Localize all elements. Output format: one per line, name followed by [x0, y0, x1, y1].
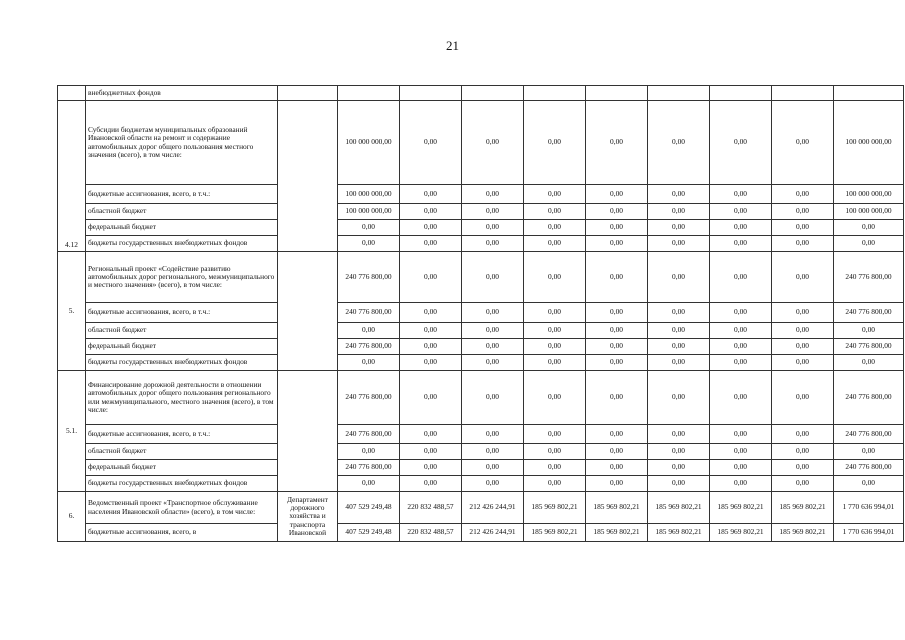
value-cell: 0,00 — [772, 425, 834, 444]
value-cell: 0,00 — [338, 476, 400, 492]
value-cell: 0,00 — [524, 339, 586, 355]
value-cell: 240 776 800,00 — [834, 460, 904, 476]
value-cell: 185 969 802,21 — [524, 524, 586, 542]
value-cell: 0,00 — [462, 252, 524, 303]
value-cell: 0,00 — [710, 252, 772, 303]
value-cell: 0,00 — [586, 252, 648, 303]
value-cell — [710, 86, 772, 101]
value-cell: 0,00 — [710, 339, 772, 355]
table-row — [58, 425, 904, 444]
value-cell: 240 776 800,00 — [338, 339, 400, 355]
row-name: Финансирование дорожной деятельности в отношении автомобильных дорог общего пользования регионального или межмуниципального, местного значения (всего), в том числе: — [86, 371, 278, 425]
value-cell: 0,00 — [710, 476, 772, 492]
value-cell: 0,00 — [400, 236, 462, 252]
value-cell — [648, 86, 710, 101]
table-body — [58, 86, 904, 542]
value-cell: 220 832 488,57 — [400, 524, 462, 542]
value-cell: 0,00 — [462, 371, 524, 425]
value-cell: 0,00 — [834, 220, 904, 236]
value-cell: 185 969 802,21 — [648, 492, 710, 524]
value-cell: 0,00 — [834, 476, 904, 492]
value-cell: 0,00 — [462, 101, 524, 185]
value-cell: 185 969 802,21 — [772, 492, 834, 524]
row-name: областной бюджет — [86, 323, 278, 339]
value-cell: 0,00 — [648, 476, 710, 492]
value-cell: 0,00 — [772, 252, 834, 303]
table-row — [58, 323, 904, 339]
row-name: бюджетные ассигнования, всего, в т.ч.: — [86, 185, 278, 204]
table-row — [58, 476, 904, 492]
value-cell: 0,00 — [648, 371, 710, 425]
value-cell: 0,00 — [400, 444, 462, 460]
value-cell: 0,00 — [772, 204, 834, 220]
table-row — [58, 524, 904, 542]
value-cell: 0,00 — [772, 303, 834, 323]
value-cell — [834, 86, 904, 101]
value-cell: 240 776 800,00 — [338, 371, 400, 425]
value-cell: 0,00 — [338, 220, 400, 236]
value-cell: 0,00 — [462, 236, 524, 252]
row-name: бюджетные ассигнования, всего, в — [86, 524, 278, 542]
value-cell: 240 776 800,00 — [834, 425, 904, 444]
table-row — [58, 371, 904, 425]
value-cell: 0,00 — [586, 185, 648, 204]
row-code: 5.1. — [58, 371, 86, 492]
value-cell: 240 776 800,00 — [338, 425, 400, 444]
table-row — [58, 460, 904, 476]
value-cell: 185 969 802,21 — [710, 524, 772, 542]
value-cell: 0,00 — [524, 204, 586, 220]
value-cell: 0,00 — [462, 476, 524, 492]
value-cell: 0,00 — [772, 185, 834, 204]
table-row — [58, 444, 904, 460]
value-cell: 0,00 — [524, 460, 586, 476]
value-cell: 0,00 — [524, 444, 586, 460]
row-name: бюджеты государственных внебюджетных фондов — [86, 476, 278, 492]
value-cell: 0,00 — [524, 236, 586, 252]
value-cell: 0,00 — [338, 323, 400, 339]
value-cell: 0,00 — [524, 425, 586, 444]
value-cell: 0,00 — [710, 460, 772, 476]
row-name: федеральный бюджет — [86, 220, 278, 236]
value-cell: 0,00 — [772, 371, 834, 425]
value-cell: 0,00 — [772, 460, 834, 476]
value-cell: 0,00 — [648, 252, 710, 303]
value-cell: 0,00 — [586, 460, 648, 476]
value-cell: 0,00 — [586, 323, 648, 339]
value-cell: 407 529 249,48 — [338, 492, 400, 524]
value-cell: 0,00 — [772, 339, 834, 355]
value-cell: 0,00 — [462, 460, 524, 476]
value-cell: 0,00 — [710, 236, 772, 252]
value-cell: 240 776 800,00 — [338, 252, 400, 303]
row-name: областной бюджет — [86, 444, 278, 460]
value-cell: 0,00 — [710, 323, 772, 339]
row-name: федеральный бюджет — [86, 460, 278, 476]
value-cell: 0,00 — [400, 252, 462, 303]
value-cell: 240 776 800,00 — [338, 460, 400, 476]
value-cell: 0,00 — [648, 220, 710, 236]
value-cell: 0,00 — [772, 323, 834, 339]
value-cell: 0,00 — [400, 371, 462, 425]
value-cell: 0,00 — [648, 236, 710, 252]
value-cell: 0,00 — [710, 185, 772, 204]
value-cell: 0,00 — [400, 101, 462, 185]
value-cell: 100 000 000,00 — [338, 204, 400, 220]
value-cell: 0,00 — [586, 371, 648, 425]
value-cell: 100 000 000,00 — [834, 101, 904, 185]
value-cell: 0,00 — [586, 101, 648, 185]
row-name: Ведомственный проект «Транспортное обслуживание населения Ивановской области» (всего), в том числе: — [86, 492, 278, 524]
row-code: 5. — [58, 252, 86, 371]
value-cell: 0,00 — [524, 355, 586, 371]
value-cell — [338, 86, 400, 101]
value-cell: 0,00 — [524, 303, 586, 323]
table-row — [58, 252, 904, 303]
row-code: 4.12 — [58, 101, 86, 252]
row-name: областной бюджет — [86, 204, 278, 220]
value-cell: 0,00 — [462, 444, 524, 460]
value-cell: 0,00 — [710, 220, 772, 236]
table-row — [58, 220, 904, 236]
value-cell: 407 529 249,48 — [338, 524, 400, 542]
value-cell: 0,00 — [586, 339, 648, 355]
value-cell: 0,00 — [400, 204, 462, 220]
row-name: бюджеты государственных внебюджетных фондов — [86, 236, 278, 252]
row-executor — [278, 101, 338, 252]
value-cell: 0,00 — [586, 220, 648, 236]
value-cell: 0,00 — [772, 101, 834, 185]
value-cell — [586, 86, 648, 101]
value-cell: 0,00 — [586, 236, 648, 252]
value-cell: 0,00 — [462, 204, 524, 220]
row-name: бюджетные ассигнования, всего, в т.ч.: — [86, 303, 278, 323]
value-cell: 0,00 — [772, 476, 834, 492]
value-cell: 0,00 — [710, 101, 772, 185]
page-number: 21 — [446, 38, 459, 53]
value-cell — [400, 86, 462, 101]
value-cell: 0,00 — [524, 371, 586, 425]
value-cell: 185 969 802,21 — [710, 492, 772, 524]
value-cell: 240 776 800,00 — [834, 339, 904, 355]
row-executor — [278, 86, 338, 101]
value-cell: 240 776 800,00 — [834, 371, 904, 425]
value-cell: 0,00 — [400, 355, 462, 371]
value-cell: 0,00 — [586, 425, 648, 444]
value-cell: 0,00 — [834, 236, 904, 252]
value-cell: 0,00 — [710, 204, 772, 220]
value-cell: 0,00 — [524, 101, 586, 185]
value-cell: 0,00 — [524, 220, 586, 236]
row-name: федеральный бюджет — [86, 339, 278, 355]
table-row — [58, 101, 904, 185]
value-cell: 0,00 — [462, 425, 524, 444]
value-cell — [772, 86, 834, 101]
value-cell: 185 969 802,21 — [524, 492, 586, 524]
value-cell: 100 000 000,00 — [338, 185, 400, 204]
value-cell: 0,00 — [524, 185, 586, 204]
value-cell: 0,00 — [586, 355, 648, 371]
value-cell: 0,00 — [772, 236, 834, 252]
value-cell: 100 000 000,00 — [338, 101, 400, 185]
value-cell: 0,00 — [462, 303, 524, 323]
value-cell: 0,00 — [648, 204, 710, 220]
table-row — [58, 303, 904, 323]
value-cell: 0,00 — [648, 303, 710, 323]
value-cell: 0,00 — [710, 371, 772, 425]
value-cell: 0,00 — [648, 339, 710, 355]
table-row — [58, 339, 904, 355]
table-row — [58, 86, 904, 101]
row-code: 6. — [58, 492, 86, 542]
value-cell: 0,00 — [400, 220, 462, 236]
value-cell: 0,00 — [400, 323, 462, 339]
value-cell: 0,00 — [648, 101, 710, 185]
value-cell: 0,00 — [586, 204, 648, 220]
value-cell: 0,00 — [462, 185, 524, 204]
value-cell: 0,00 — [648, 355, 710, 371]
value-cell: 0,00 — [462, 355, 524, 371]
value-cell: 0,00 — [648, 425, 710, 444]
value-cell: 0,00 — [400, 339, 462, 355]
value-cell: 185 969 802,21 — [586, 492, 648, 524]
value-cell: 185 969 802,21 — [586, 524, 648, 542]
value-cell: 0,00 — [710, 444, 772, 460]
value-cell: 185 969 802,21 — [772, 524, 834, 542]
value-cell: 185 969 802,21 — [648, 524, 710, 542]
budget-table — [57, 85, 904, 542]
row-executor — [278, 252, 338, 371]
value-cell — [524, 86, 586, 101]
table-row — [58, 185, 904, 204]
value-cell: 0,00 — [400, 460, 462, 476]
value-cell — [462, 86, 524, 101]
value-cell: 0,00 — [338, 236, 400, 252]
value-cell: 1 770 636 994,01 — [834, 524, 904, 542]
value-cell: 0,00 — [586, 303, 648, 323]
value-cell: 0,00 — [338, 444, 400, 460]
value-cell: 0,00 — [524, 252, 586, 303]
value-cell: 240 776 800,00 — [338, 303, 400, 323]
value-cell: 212 426 244,91 — [462, 524, 524, 542]
value-cell: 0,00 — [772, 355, 834, 371]
value-cell: 0,00 — [772, 220, 834, 236]
value-cell: 0,00 — [648, 323, 710, 339]
row-name: бюджетные ассигнования, всего, в т.ч.: — [86, 425, 278, 444]
value-cell: 220 832 488,57 — [400, 492, 462, 524]
value-cell: 0,00 — [710, 303, 772, 323]
value-cell: 0,00 — [524, 476, 586, 492]
table-row — [58, 236, 904, 252]
row-executor — [278, 371, 338, 492]
table-row — [58, 355, 904, 371]
value-cell: 0,00 — [710, 425, 772, 444]
value-cell: 0,00 — [462, 339, 524, 355]
value-cell: 0,00 — [834, 355, 904, 371]
value-cell: 100 000 000,00 — [834, 204, 904, 220]
row-name: внебюджетных фондов — [86, 86, 278, 101]
value-cell: 0,00 — [834, 444, 904, 460]
value-cell: 0,00 — [834, 323, 904, 339]
table-row — [58, 204, 904, 220]
value-cell: 0,00 — [462, 323, 524, 339]
value-cell: 1 770 636 994,01 — [834, 492, 904, 524]
value-cell: 0,00 — [524, 323, 586, 339]
value-cell: 100 000 000,00 — [834, 185, 904, 204]
value-cell: 212 426 244,91 — [462, 492, 524, 524]
value-cell: 0,00 — [772, 444, 834, 460]
row-name: Субсидии бюджетам муниципальных образований Ивановской области на ремонт и содержание автомобильных дорог общего пользования местного значения (всего), в том числе: — [86, 101, 278, 185]
row-name: бюджеты государственных внебюджетных фондов — [86, 355, 278, 371]
value-cell: 0,00 — [586, 476, 648, 492]
value-cell: 0,00 — [648, 460, 710, 476]
value-cell: 240 776 800,00 — [834, 252, 904, 303]
value-cell: 0,00 — [710, 355, 772, 371]
value-cell: 0,00 — [338, 355, 400, 371]
row-code — [58, 86, 86, 101]
row-executor: Департамент дорожного хозяйства и транспорта Ивановской — [278, 492, 338, 542]
value-cell: 0,00 — [400, 303, 462, 323]
value-cell: 0,00 — [400, 185, 462, 204]
value-cell: 0,00 — [400, 476, 462, 492]
value-cell: 0,00 — [400, 425, 462, 444]
value-cell: 0,00 — [648, 185, 710, 204]
value-cell: 0,00 — [586, 444, 648, 460]
value-cell: 240 776 800,00 — [834, 303, 904, 323]
value-cell: 0,00 — [648, 444, 710, 460]
row-name: Региональный проект «Содействие развитию автомобильных дорог регионального, межмуниципального и местного значения» (всего), в том числе: — [86, 252, 278, 303]
value-cell: 0,00 — [462, 220, 524, 236]
table-row — [58, 492, 904, 524]
